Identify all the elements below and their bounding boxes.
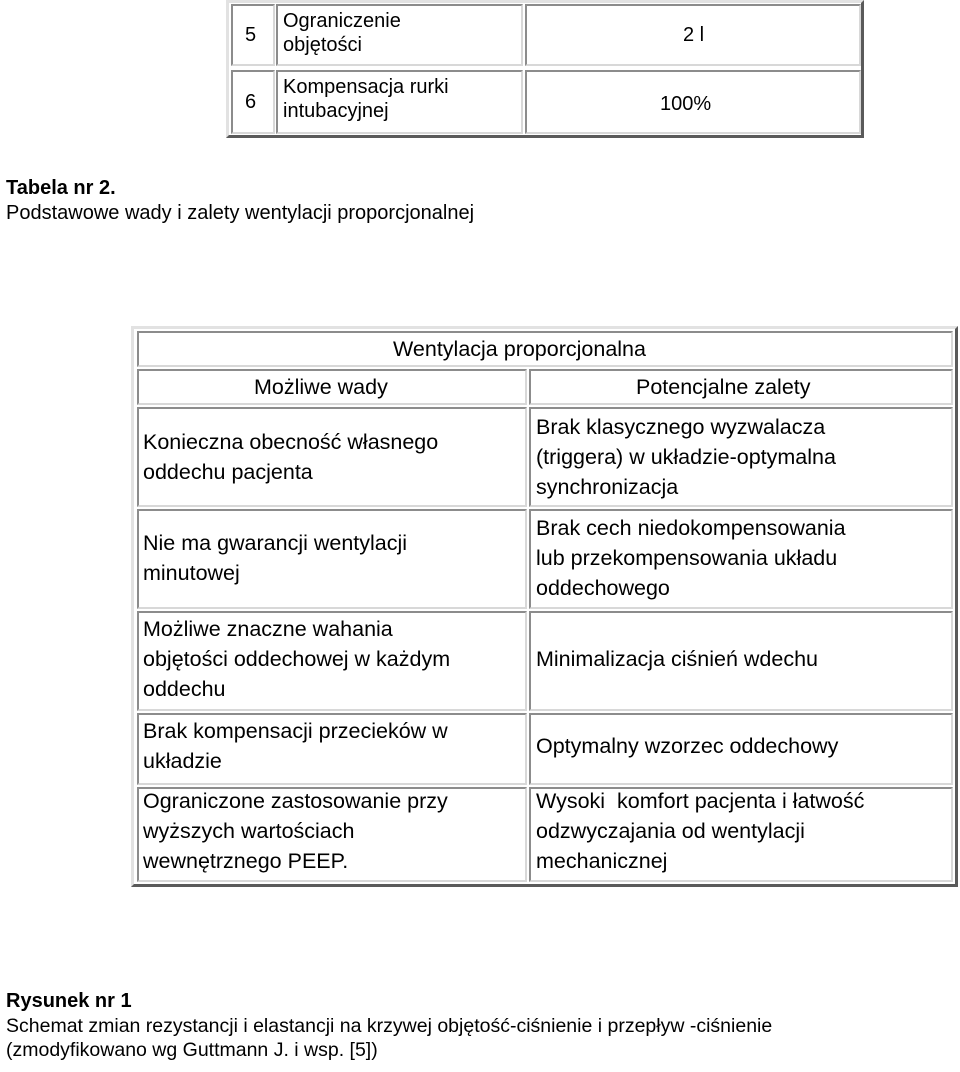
- table2-row1-right: Brak klasycznego wyzwalacza (triggera) w układzie-optymalna synchronizacja: [536, 415, 836, 499]
- table1-row5-num: 5: [245, 24, 257, 46]
- table2-row5-left: Ograniczone zastosowanie przy wyższych wartościach wewnętrznego PEEP.: [143, 789, 448, 873]
- table2-title: Tabela nr 2.: [6, 177, 116, 199]
- table2-row2-left: Nie ma gwarancji wentylacji minutowej: [143, 531, 408, 585]
- table2-row4-right: Optymalny wzorzec oddechowy: [536, 734, 839, 758]
- table2-row5-right: Wysoki komfort pacjenta i łatwość odzwyczajania od wentylacji mechanicznej: [536, 789, 865, 873]
- table2-row2-right: Brak cech niedokompensowania lub przekompensowania układu oddechowego: [536, 516, 846, 600]
- table2-row3-left: Możliwe znaczne wahania objętości oddechowej w każdym oddechu: [143, 617, 451, 701]
- table2-col-left: Możliwe wady: [254, 375, 388, 399]
- table2-subtitle: Podstawowe wady i zalety wentylacji proporcjonalnej: [6, 202, 475, 224]
- table1-row6-num: 6: [245, 91, 257, 113]
- table2-header: Wentylacja proporcjonalna: [393, 337, 646, 361]
- figure-caption: Schemat zmian rezystancji i elastancji na krzywej objętość-ciśnienie i przepływ -ciśnienie (zmodyfikowano wg Guttmann J. i wsp. [5]): [6, 1015, 773, 1061]
- table1-row5-value: 2 l: [683, 24, 705, 46]
- table1-row6-label: Kompensacja rurki intubacyjnej: [283, 76, 449, 122]
- table2-row1-left: Konieczna obecność własnego oddechu pacjenta: [143, 430, 439, 484]
- figure-title: Rysunek nr 1: [6, 990, 132, 1012]
- table2-row3-right: Minimalizacja ciśnień wdechu: [536, 647, 819, 671]
- table2-col-right: Potencjalne zalety: [636, 375, 811, 399]
- table1-row6-value: 100%: [660, 93, 712, 115]
- table1-row5-label: Ograniczenie objętości: [283, 10, 401, 56]
- table2-row4-left: Brak kompensacji przecieków w układzie: [143, 719, 448, 773]
